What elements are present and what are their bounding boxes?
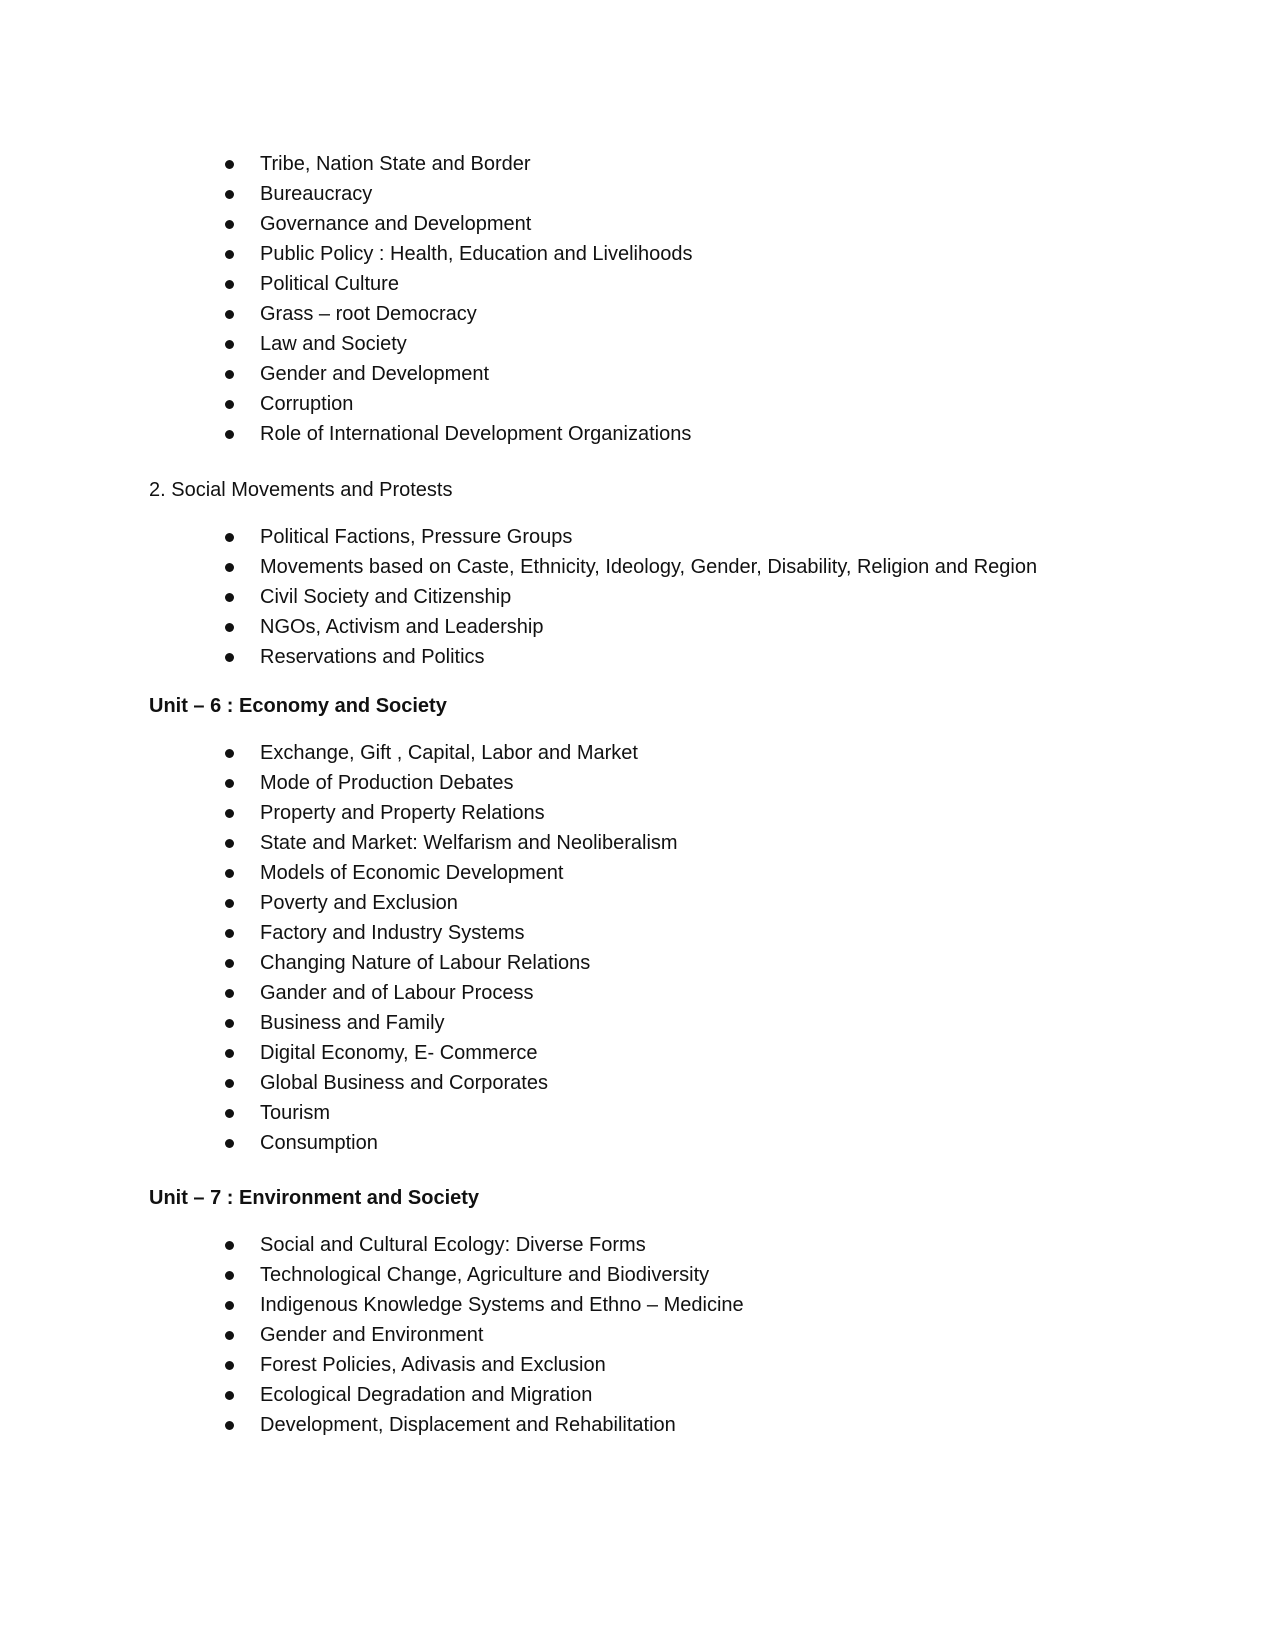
- list-item-text: Technological Change, Agriculture and Biodiversity: [260, 1264, 710, 1286]
- list-item: [0, 179, 1275, 209]
- bullet-icon: [225, 220, 234, 229]
- list-item-text: Indigenous Knowledge Systems and Ethno – Medicine: [260, 1294, 744, 1316]
- list-item-text: Exchange, Gift , Capital, Labor and Market: [260, 742, 638, 764]
- list-item-text: Global Business and Corporates: [260, 1072, 548, 1094]
- bullet-icon: [225, 1241, 234, 1250]
- bullet-icon: [225, 280, 234, 289]
- list-item-text: Tribe, Nation State and Border: [260, 153, 531, 175]
- section-1-bullet-list: [0, 149, 1275, 449]
- list-item-text: Factory and Industry Systems: [260, 922, 525, 944]
- list-item: [0, 918, 1275, 948]
- list-item: [0, 768, 1275, 798]
- list-item-text: Digital Economy, E- Commerce: [260, 1042, 538, 1064]
- bullet-icon: [225, 1301, 234, 1310]
- bullet-icon: [225, 340, 234, 349]
- list-item-text: Poverty and Exclusion: [260, 892, 458, 914]
- list-item: [0, 329, 1275, 359]
- list-item-text: Mode of Production Debates: [260, 772, 514, 794]
- bullet-icon: [225, 593, 234, 602]
- list-item-text: Changing Nature of Labour Relations: [260, 952, 591, 974]
- list-item-text: Political Factions, Pressure Groups: [260, 526, 573, 548]
- bullet-icon: [225, 563, 234, 572]
- bullet-icon: [225, 1019, 234, 1028]
- unit-7-heading: Unit – 7 : Environment and Society: [149, 1187, 480, 1209]
- section-2-list-block: [0, 522, 1275, 672]
- list-item-text: Role of International Development Organizations: [260, 423, 692, 445]
- list-item: [0, 1230, 1275, 1260]
- list-item-text: Forest Policies, Adivasis and Exclusion: [260, 1354, 606, 1376]
- bullet-icon: [225, 190, 234, 199]
- unit-7-bullet-list: [0, 1230, 1275, 1440]
- bullet-icon: [225, 653, 234, 662]
- list-item-text: Consumption: [260, 1132, 378, 1154]
- list-item: [0, 522, 1275, 552]
- bullet-icon: [225, 533, 234, 542]
- unit-6-bullet-list: [0, 738, 1275, 1158]
- bullet-icon: [225, 1421, 234, 1430]
- bullet-icon: [225, 250, 234, 259]
- bullet-icon: [225, 400, 234, 409]
- list-item: [0, 948, 1275, 978]
- list-item-text: State and Market: Welfarism and Neoliberalism: [260, 832, 678, 854]
- list-item: [0, 642, 1275, 672]
- list-item: [0, 1038, 1275, 1068]
- list-item-text: Business and Family: [260, 1012, 445, 1034]
- list-item: [0, 1260, 1275, 1290]
- list-item: [0, 239, 1275, 269]
- bullet-icon: [225, 1331, 234, 1340]
- list-item: [0, 209, 1275, 239]
- unit-6-list-block: [0, 738, 1275, 1158]
- bullet-icon: [225, 749, 234, 758]
- list-item: [0, 1068, 1275, 1098]
- bullet-icon: [225, 899, 234, 908]
- list-item: [0, 389, 1275, 419]
- bullet-icon: [225, 1361, 234, 1370]
- list-item: [0, 828, 1275, 858]
- section-1-list-block: [0, 149, 1275, 449]
- list-item: [0, 1008, 1275, 1038]
- list-item: [0, 359, 1275, 389]
- list-item: [0, 419, 1275, 449]
- list-item: [0, 1320, 1275, 1350]
- list-item-text: Development, Displacement and Rehabilitation: [260, 1414, 676, 1436]
- list-item-text: Movements based on Caste, Ethnicity, Ideology, Gender, Disability, Religion and Region: [260, 556, 1038, 578]
- list-item: [0, 978, 1275, 1008]
- bullet-icon: [225, 1079, 234, 1088]
- list-item: [0, 1128, 1275, 1158]
- list-item-text: Models of Economic Development: [260, 862, 564, 884]
- bullet-icon: [225, 1049, 234, 1058]
- list-item: [0, 299, 1275, 329]
- list-item-text: Political Culture: [260, 273, 399, 295]
- list-item-text: NGOs, Activism and Leadership: [260, 616, 544, 638]
- list-item: [0, 858, 1275, 888]
- section-2-bullet-list: [0, 522, 1275, 672]
- list-item: [0, 1350, 1275, 1380]
- list-item-text: Gender and Environment: [260, 1324, 484, 1346]
- unit-6-heading: Unit – 6 : Economy and Society: [149, 695, 447, 717]
- list-item-text: Social and Cultural Ecology: Diverse Forms: [260, 1234, 646, 1256]
- bullet-icon: [225, 370, 234, 379]
- bullet-icon: [225, 310, 234, 319]
- bullet-icon: [225, 959, 234, 968]
- unit-7-list-block: [0, 1230, 1275, 1440]
- bullet-icon: [225, 430, 234, 439]
- list-item-text: Property and Property Relations: [260, 802, 545, 824]
- list-item-text: Law and Society: [260, 333, 407, 355]
- list-item: [0, 269, 1275, 299]
- bullet-icon: [225, 623, 234, 632]
- list-item: [0, 612, 1275, 642]
- bullet-icon: [225, 929, 234, 938]
- bullet-icon: [225, 869, 234, 878]
- list-item: [0, 1380, 1275, 1410]
- bullet-icon: [225, 1109, 234, 1118]
- bullet-icon: [225, 1271, 234, 1280]
- list-item-text: Corruption: [260, 393, 354, 415]
- list-item: [0, 888, 1275, 918]
- list-item: [0, 798, 1275, 828]
- list-item-text: Gender and Development: [260, 363, 490, 385]
- list-item: [0, 582, 1275, 612]
- list-item: [0, 149, 1275, 179]
- list-item-text: Tourism: [260, 1102, 331, 1124]
- bullet-icon: [225, 1139, 234, 1148]
- bullet-icon: [225, 779, 234, 788]
- list-item-text: Bureaucracy: [260, 183, 373, 205]
- list-item: [0, 1290, 1275, 1320]
- list-item: [0, 1410, 1275, 1440]
- list-item-text: Ecological Degradation and Migration: [260, 1384, 593, 1406]
- list-item-text: Grass – root Democracy: [260, 303, 477, 325]
- bullet-icon: [225, 160, 234, 169]
- list-item-text: Governance and Development: [260, 213, 532, 235]
- list-item-text: Civil Society and Citizenship: [260, 586, 512, 608]
- list-item: [0, 738, 1275, 768]
- bullet-icon: [225, 839, 234, 848]
- list-item-text: Public Policy : Health, Education and Livelihoods: [260, 243, 693, 265]
- list-item: [0, 552, 1275, 582]
- section-2-heading: 2. Social Movements and Protests: [149, 479, 453, 501]
- bullet-icon: [225, 809, 234, 818]
- list-item-text: Gander and of Labour Process: [260, 982, 534, 1004]
- list-item: [0, 1098, 1275, 1128]
- list-item-text: Reservations and Politics: [260, 646, 485, 668]
- bullet-icon: [225, 989, 234, 998]
- bullet-icon: [225, 1391, 234, 1400]
